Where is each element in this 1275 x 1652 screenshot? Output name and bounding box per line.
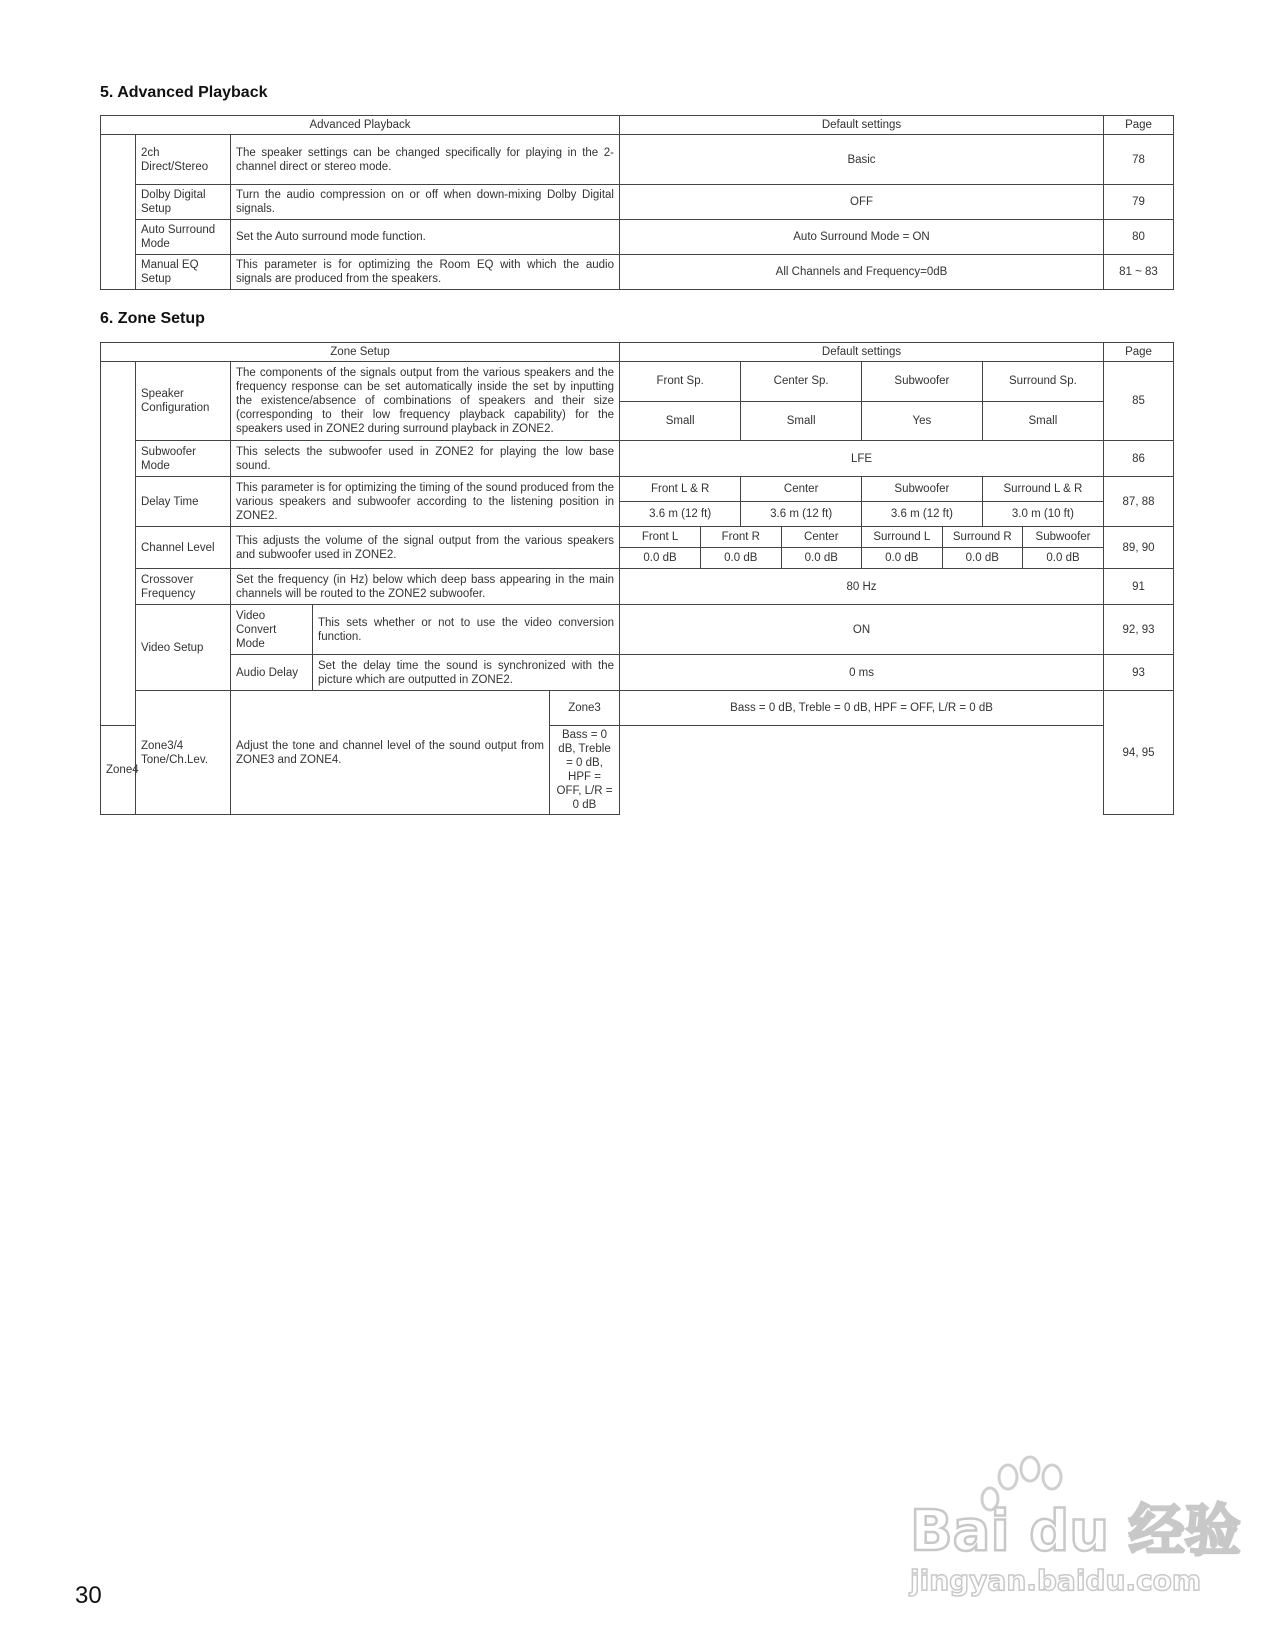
row-description: This sets whether or not to use the video conversion function.: [313, 605, 620, 655]
speaker-value: Yes: [862, 401, 983, 440]
row-page: 87, 88: [1104, 477, 1174, 527]
row-name: Subwoofer Mode: [136, 441, 231, 477]
speaker-label: Front Sp.: [620, 362, 741, 401]
zone4-label: Zone4: [101, 726, 136, 815]
row-name: Crossover Frequency: [136, 569, 231, 605]
row-name: 2ch Direct/Stereo: [136, 135, 231, 185]
delay-label: Subwoofer: [862, 477, 983, 502]
row-default: LFE: [620, 441, 1104, 477]
row-description: The components of the signals output from the various speakers and the frequency response can be set automatically inside the set by inputting the existence/absence of combinations of speakers and their size (corresponding to their low frequency playback capability) for the speakers used in ZONE2 during surround playback in ZONE2.: [231, 362, 620, 441]
row-description: Set the delay time the sound is synchronized with the picture which are outputted in ZONE2.: [313, 655, 620, 691]
table-row: [101, 605, 1174, 655]
row-name: Manual EQ Setup: [136, 255, 231, 290]
delay-label: Center: [741, 477, 862, 502]
row-page: 79: [1104, 185, 1174, 220]
blank-cell: [101, 362, 136, 726]
channel-label: Subwoofer: [1023, 527, 1104, 548]
channel-value: 0.0 dB: [862, 548, 943, 569]
row-default: OFF: [620, 185, 1104, 220]
row-description: Turn the audio compression on or off when down-mixing Dolby Digital signals.: [231, 185, 620, 220]
channel-label: Center: [781, 527, 862, 548]
row-page: 80: [1104, 220, 1174, 255]
speaker-label: Center Sp.: [741, 362, 862, 401]
row-page: 93: [1104, 655, 1174, 691]
table-row: [101, 220, 1174, 255]
row-description: This adjusts the volume of the signal output from the various speakers and subwoofer used in ZONE2.: [231, 527, 620, 569]
table-header-row: [101, 343, 1174, 362]
row-name: Delay Time: [136, 477, 231, 527]
table-row: [101, 441, 1174, 477]
delay-label: Surround L & R: [982, 477, 1103, 502]
table-row: [101, 255, 1174, 290]
channel-label: Front L: [620, 527, 701, 548]
header-default: Default settings: [620, 343, 1104, 362]
header-item: Advanced Playback: [101, 116, 620, 135]
sub-row-name: Audio Delay: [231, 655, 313, 691]
row-page: 78: [1104, 135, 1174, 185]
channel-label: Front R: [701, 527, 782, 548]
row-default: All Channels and Frequency=0dB: [620, 255, 1104, 290]
sub-row-name: Video Convert Mode: [231, 605, 313, 655]
delay-value: 3.6 m (12 ft): [620, 502, 741, 527]
row-default: ON: [620, 605, 1104, 655]
row-default: 80 Hz: [620, 569, 1104, 605]
row-description: This selects the subwoofer used in ZONE2 for playing the low base sound.: [231, 441, 620, 477]
watermark-url: jingyan.baidu.com: [910, 1564, 1202, 1597]
section-5-heading: 5. Advanced Playback: [100, 84, 268, 101]
delay-label: Front L & R: [620, 477, 741, 502]
row-name: Auto Surround Mode: [136, 220, 231, 255]
table-header-row: [101, 116, 1174, 135]
channel-level-defaults: [620, 527, 1104, 569]
channel-label: Surround L: [862, 527, 943, 548]
table-row: [101, 655, 1174, 691]
speaker-label: Surround Sp.: [982, 362, 1103, 401]
channel-value: 0.0 dB: [781, 548, 862, 569]
row-default: Auto Surround Mode = ON: [620, 220, 1104, 255]
channel-value: 0.0 dB: [701, 548, 782, 569]
channel-label: Surround R: [942, 527, 1023, 548]
section-6-heading: 6. Zone Setup: [100, 310, 205, 327]
row-description: Adjust the tone and channel level of the sound output from ZONE3 and ZONE4.: [231, 691, 550, 815]
speaker-value: Small: [620, 401, 741, 440]
delay-time-defaults: [620, 477, 1104, 527]
row-default: 0 ms: [620, 655, 1104, 691]
zone3-default: Bass = 0 dB, Treble = 0 dB, HPF = OFF, L/R = 0 dB: [620, 691, 1104, 726]
table-row: [101, 527, 1174, 569]
channel-value: 0.0 dB: [942, 548, 1023, 569]
row-page: 94, 95: [1104, 691, 1174, 815]
row-page: 85: [1104, 362, 1174, 441]
table-row: [101, 569, 1174, 605]
table-row: [101, 477, 1174, 527]
row-page: 81 ~ 83: [1104, 255, 1174, 290]
channel-value: 0.0 dB: [620, 548, 701, 569]
row-page: 89, 90: [1104, 527, 1174, 569]
row-description: The speaker settings can be changed specifically for playing in the 2-channel direct or stereo mode.: [231, 135, 620, 185]
row-name: Dolby Digital Setup: [136, 185, 231, 220]
header-default: Default settings: [620, 116, 1104, 135]
row-description: This parameter is for optimizing the timing of the sound produced from the various speakers and subwoofer according to the listening position in ZONE2.: [231, 477, 620, 527]
delay-value: 3.6 m (12 ft): [741, 502, 862, 527]
row-default: Basic: [620, 135, 1104, 185]
header-item: Zone Setup: [101, 343, 620, 362]
zone-setup-table: [100, 342, 1174, 815]
watermark-brand: Bai du 经验: [910, 1499, 1241, 1564]
baidu-watermark: [900, 1455, 1241, 1605]
speaker-label: Subwoofer: [862, 362, 983, 401]
row-page: 91: [1104, 569, 1174, 605]
row-description: This parameter is for optimizing the Room EQ with which the audio signals are produced from the speakers.: [231, 255, 620, 290]
speaker-value: Small: [982, 401, 1103, 440]
zone4-default: Bass = 0 dB, Treble = 0 dB, HPF = OFF, L/R = 0 dB: [550, 726, 620, 815]
delay-value: 3.6 m (12 ft): [862, 502, 983, 527]
zone3-label: Zone3: [550, 691, 620, 726]
table-row: [101, 691, 1174, 726]
header-page: Page: [1104, 343, 1174, 362]
table-row: [101, 135, 1174, 185]
blank-cell: [101, 135, 136, 290]
row-name: Zone3/4 Tone/Ch.Lev.: [136, 691, 231, 815]
table-row: [101, 362, 1174, 441]
header-page: Page: [1104, 116, 1174, 135]
delay-value: 3.0 m (10 ft): [982, 502, 1103, 527]
table-row: [101, 185, 1174, 220]
row-name: Channel Level: [136, 527, 231, 569]
page-number: 30: [75, 1582, 102, 1609]
speaker-config-defaults: [620, 362, 1104, 441]
row-page: 92, 93: [1104, 605, 1174, 655]
channel-value: 0.0 dB: [1023, 548, 1104, 569]
row-name: Video Setup: [136, 605, 231, 691]
row-description: Set the frequency (in Hz) below which deep bass appearing in the main channels will be routed to the ZONE2 subwoofer.: [231, 569, 620, 605]
row-name: Speaker Configuration: [136, 362, 231, 441]
row-description: Set the Auto surround mode function.: [231, 220, 620, 255]
row-page: 86: [1104, 441, 1174, 477]
advanced-playback-table: [100, 115, 1174, 290]
speaker-value: Small: [741, 401, 862, 440]
